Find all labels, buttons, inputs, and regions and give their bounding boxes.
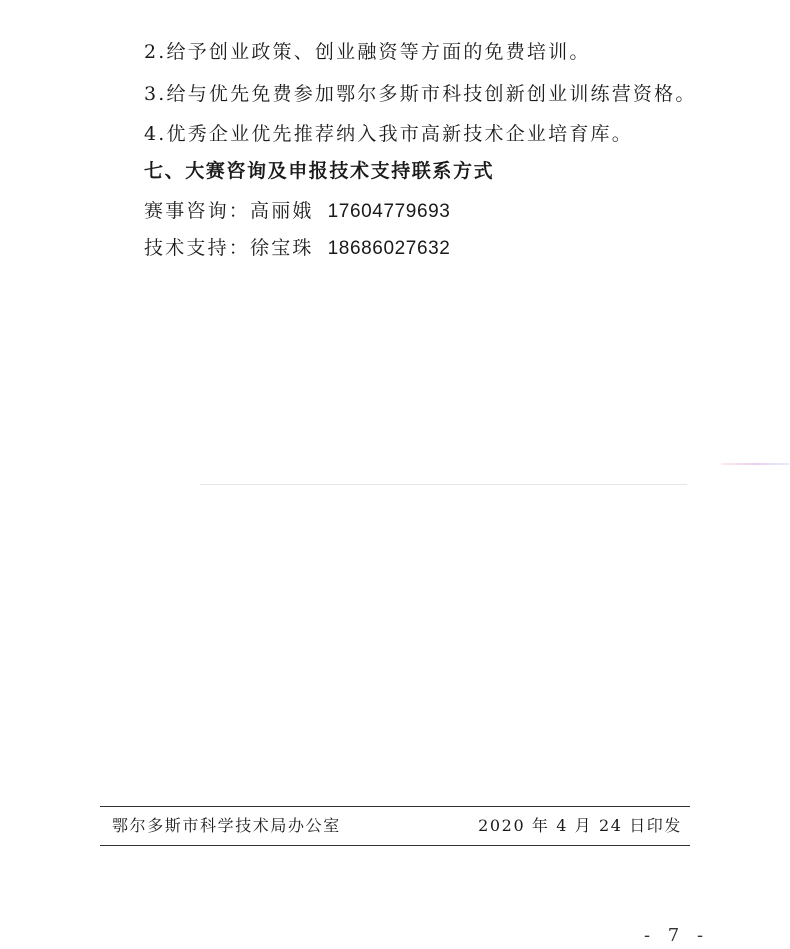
page-number: - 7 - <box>644 925 710 946</box>
contact-phone: 18686027632 <box>327 238 451 259</box>
contact-phone: 17604779693 <box>327 201 451 222</box>
footer-print-date: 2020 年 4 月 24 日印发 <box>478 816 682 835</box>
list-item-4: 4.优秀企业优先推荐纳入我市高新技术企业培育库。 <box>144 123 633 145</box>
scan-artifact-line <box>200 484 687 485</box>
list-item-2: 2.给予创业政策、创业融资等方面的免费培训。 <box>144 41 591 63</box>
contact-row-inquiry <box>144 199 450 224</box>
contact-name: 高丽娥 <box>250 200 314 222</box>
section-heading: 七、大赛咨询及申报技术支持联系方式 <box>144 160 495 182</box>
footer-top-rule <box>100 806 690 807</box>
contact-role: 赛事咨询： <box>144 200 251 222</box>
contact-role: 技术支持： <box>144 237 251 259</box>
footer-issuer: 鄂尔多斯市科学技术局办公室 <box>112 816 341 835</box>
scan-artifact-mark <box>721 463 789 465</box>
contact-name: 徐宝珠 <box>250 237 314 259</box>
contact-row-tech-support <box>144 236 450 261</box>
footer-bottom-rule <box>100 845 690 846</box>
list-item-3: 3.给与优先免费参加鄂尔多斯市科技创新创业训练营资格。 <box>144 83 697 105</box>
